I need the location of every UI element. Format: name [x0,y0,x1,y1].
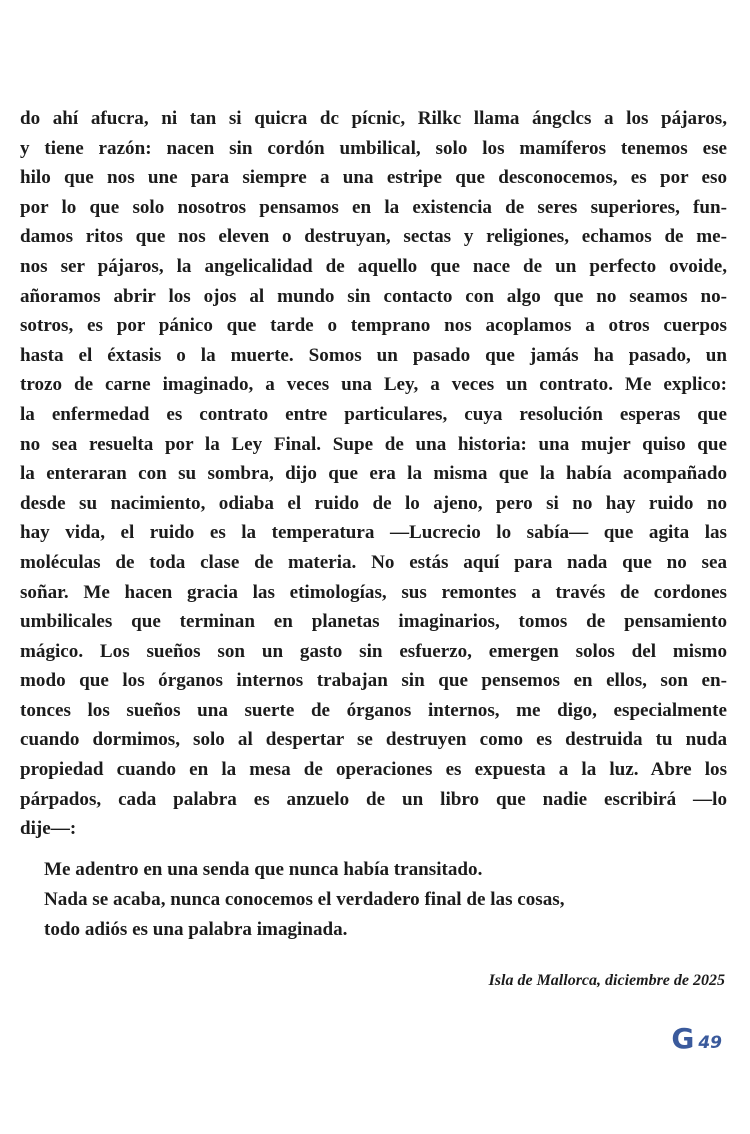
publisher-logo-icon: G [671,1022,695,1055]
verse-line: Me adentro en una senda que nunca había transitado. [44,859,483,880]
page-folio [671,1022,722,1055]
prose-line: tonces los sueños una suerte de órganos internos, me digo, especialmente [20,699,727,721]
prose-line: damos ritos que nos eleven o destruyan, sectas y religiones, echamos de me- [20,226,727,248]
prose-line: soñar. Me hacen gracia las etimologías, sus remontes a través de cordones [20,581,727,603]
prose-line: cuando dormimos, solo al despertar se destruyen como es destruida tu nuda [20,729,727,751]
prose-line: modo que los órganos internos trabajan sin que pensemos en ellos, son en- [20,670,727,692]
prose-line: hasta el éxtasis o la muerte. Somos un pasado que jamás ha pasado, un [20,344,727,366]
verse-line: todo adiós es una palabra imaginada. [44,919,348,940]
prose-line: mágico. Los sueños son un gasto sin esfuerzo, emergen solos del mismo [20,640,727,662]
prose-line: propiedad cuando en la mesa de operaciones es expuesta a la luz. Abre los [20,759,727,781]
prose-line: no sea resuelta por la Ley Final. Supe de una historia: una mujer quiso que [20,433,727,455]
prose-line: y tiene razón: nacen sin cordón umbilical, solo los mamíferos tenemos ese [20,137,727,159]
prose-line: desde su nacimiento, odiaba el ruido de lo ajeno, pero si no hay ruido no [20,492,727,514]
prose-line: hilo que nos une para siempre a una estripe que desconocemos, es por eso [20,167,727,189]
prose-line: sotros, es por pánico que tarde o temprano nos acoplamos a otros cuerpos [20,315,727,337]
place-date-signature: Isla de Mallorca, diciembre de 2025 [488,972,725,989]
page-number: 49 [698,1033,722,1053]
prose-line: la enfermedad es contrato entre particulares, cuya resolución esperas que [20,403,727,425]
prose-line: dije—: [20,818,77,840]
verse-line: Nada se acaba, nunca conocemos el verdadero final de las cosas, [44,889,565,910]
prose-line: la enteraran con su sombra, dijo que era la misma que la había acompañado [20,463,727,485]
prose-line: do ahí afucra, ni tan si quicra dc pícnic, Rilkc llama ángclcs a los pájaros, [20,108,727,129]
prose-line: añoramos abrir los ojos al mundo sin contacto con algo que no seamos no- [20,285,727,307]
prose-paragraph [20,104,727,844]
prose-line: trozo de carne imaginado, a veces una Ley, a veces un contrato. Me explico: [20,374,727,396]
prose-line: moléculas de toda clase de materia. No estás aquí para nada que no sea [20,551,727,573]
prose-line: por lo que solo nosotros pensamos en la existencia de seres superiores, fun- [20,196,727,218]
prose-line: umbilicales que terminan en planetas imaginarios, tomos de pensamiento [20,611,727,633]
prose-line: párpados, cada palabra es anzuelo de un libro que nadie escribirá —lo [20,788,727,810]
prose-line: hay vida, el ruido es la temperatura —Lucrecio lo sabía— que agita las [20,522,727,544]
prose-line: nos ser pájaros, la angelicalidad de aquello que nace de un perfecto ovoide, [20,255,727,277]
verse-block [44,855,694,945]
